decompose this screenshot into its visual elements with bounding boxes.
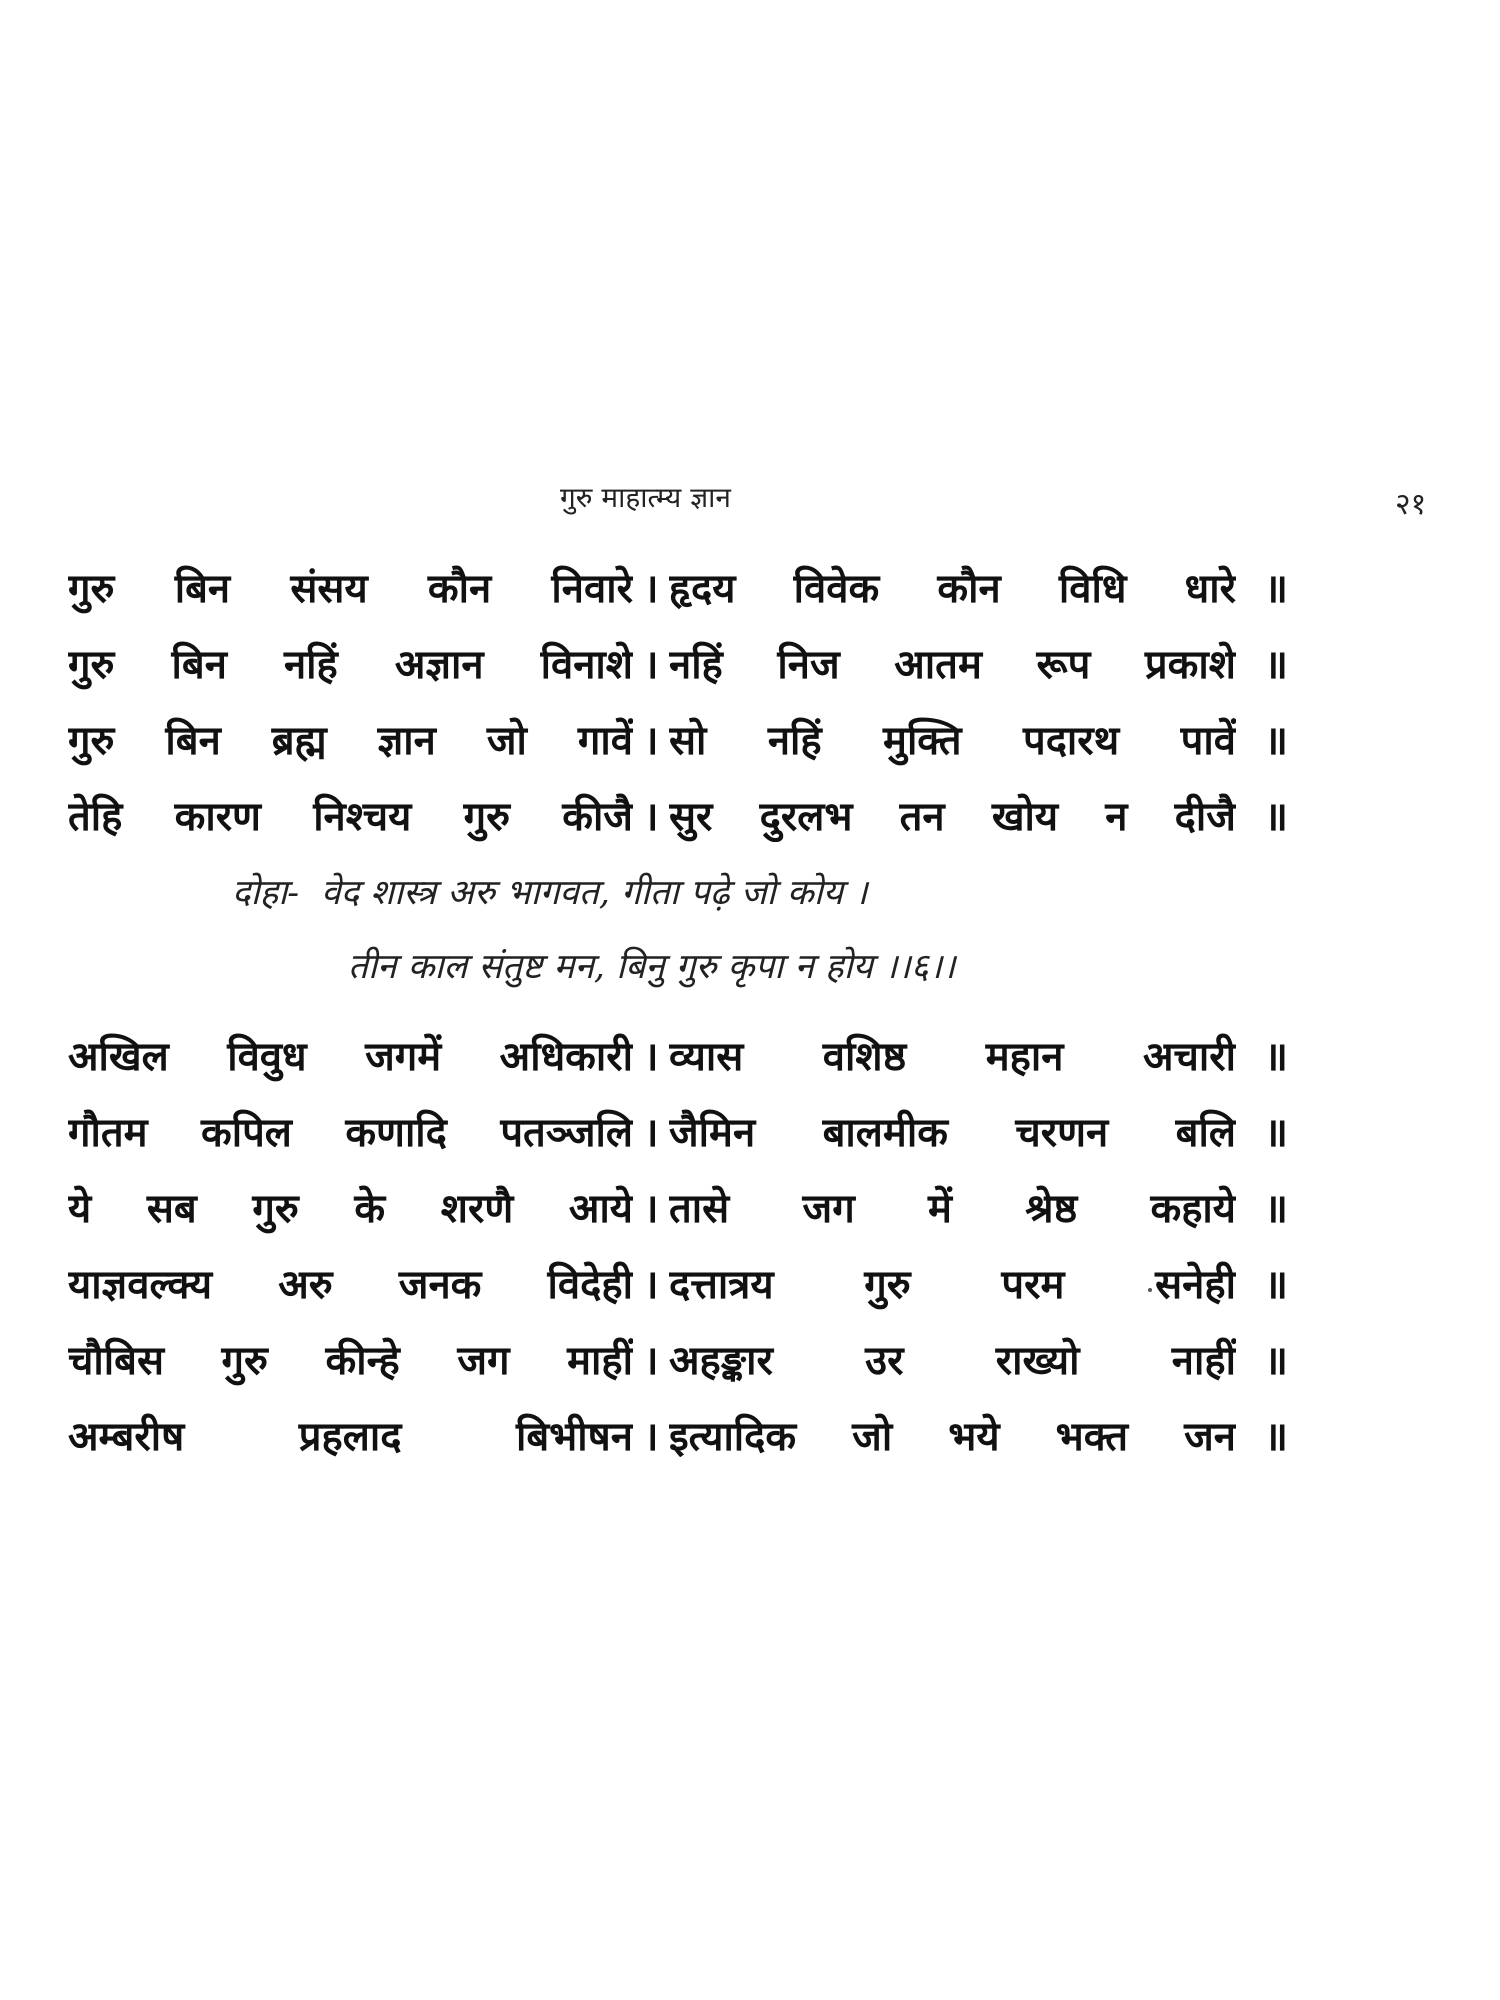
verse-first-half: [68, 1027, 633, 1082]
verse-line: [68, 1024, 1288, 1084]
word: जन: [1184, 1413, 1236, 1460]
word: निज: [777, 641, 840, 688]
verse-line: [68, 1328, 1288, 1388]
verse-line: [68, 1404, 1288, 1464]
word: ब्रह्म: [271, 717, 327, 764]
word: दत्तात्रय: [669, 1261, 774, 1308]
word: नहिं: [669, 641, 723, 688]
word: रूप: [1036, 641, 1091, 688]
word: नाहीं: [1171, 1337, 1236, 1384]
verse-first-half: [68, 1331, 633, 1386]
word: खोय: [991, 793, 1059, 840]
word: धारे: [1184, 565, 1236, 612]
word: परम: [1001, 1261, 1065, 1308]
word: श्रेष्ठ: [1025, 1185, 1078, 1232]
word: कीन्हे: [325, 1337, 400, 1384]
verse-line: [68, 1100, 1288, 1160]
word: कणादि: [345, 1109, 447, 1156]
word: गुरु: [221, 1337, 268, 1384]
danda-mark: ।: [643, 1413, 659, 1460]
word: चौबिस: [68, 1337, 164, 1384]
word: संसय: [290, 565, 368, 612]
word: कौन: [937, 565, 1001, 612]
running-head: गुरु माहात्म्य ज्ञान: [560, 481, 731, 514]
danda-mark: ।: [643, 1337, 659, 1384]
verse-second-half: [669, 1103, 1236, 1158]
word: सो: [669, 717, 707, 764]
danda-mark: ।: [643, 1033, 659, 1080]
word: शरणै: [440, 1185, 514, 1232]
verse-second-half: [669, 635, 1236, 690]
word: उर: [865, 1337, 904, 1384]
word: बलि: [1175, 1109, 1236, 1156]
word: जैमिन: [669, 1109, 756, 1156]
word: गावें: [577, 717, 633, 764]
verse-first-half: [68, 635, 633, 690]
word: गुरु: [463, 793, 511, 840]
doha-text-2: तीन काल संतुष्ट मन, बिनु गुरु कृपा न होय ।।६।।: [348, 947, 956, 987]
verse-first-half: [68, 1407, 633, 1462]
word: जनक: [398, 1261, 482, 1308]
verse-line: [68, 1176, 1288, 1236]
word: बालमीक: [822, 1109, 948, 1156]
danda-mark: ।: [643, 1261, 659, 1308]
danda-mark: ।: [643, 641, 659, 688]
word: पावें: [1180, 717, 1236, 764]
word: विवेक: [793, 565, 880, 612]
word: नहिं: [767, 717, 822, 764]
word: प्रहलाद: [298, 1413, 402, 1460]
word: विवुध: [227, 1033, 307, 1080]
word: अचारी: [1142, 1033, 1236, 1080]
word: गुरु: [68, 717, 115, 764]
word: जग: [457, 1337, 510, 1384]
word: पतञ्जलि: [500, 1109, 633, 1156]
verse-line: [68, 632, 1288, 692]
danda-mark: ।: [643, 1185, 659, 1232]
word: दुरलभ: [759, 793, 853, 840]
word: विनाशे: [540, 641, 633, 688]
word: गुरु: [252, 1185, 299, 1232]
verse-second-half: [669, 559, 1236, 614]
word: दीजै: [1174, 793, 1236, 840]
word: निश्चय: [313, 793, 412, 840]
double-danda-mark: ॥: [1264, 793, 1288, 840]
word: वशिष्ठ: [822, 1033, 907, 1080]
word: अधिकारी: [499, 1033, 633, 1080]
word: निवारे: [551, 565, 633, 612]
verse-second-half: [669, 1255, 1236, 1310]
word: सनेही: [1155, 1261, 1236, 1308]
word: मुक्ति: [883, 717, 962, 764]
word: पदारथ: [1022, 717, 1120, 764]
word: जो: [486, 717, 527, 764]
word: बिभीषन: [515, 1413, 633, 1460]
word: ज्ञान: [377, 717, 436, 764]
word: गुरु: [68, 641, 115, 688]
word: माहीं: [567, 1337, 633, 1384]
word: जो: [852, 1413, 893, 1460]
word: बिन: [165, 717, 221, 764]
verse-first-half: [68, 559, 633, 614]
page-number: २१: [1395, 487, 1427, 522]
word: गुरु: [864, 1261, 911, 1308]
danda-mark: ।: [643, 1109, 659, 1156]
double-danda-mark: ॥: [1264, 717, 1288, 764]
word: अज्ञान: [394, 641, 484, 688]
word: याज्ञवल्क्य: [68, 1261, 213, 1308]
double-danda-mark: ॥: [1264, 1261, 1288, 1308]
word: महान: [985, 1033, 1064, 1080]
word: कीजै: [562, 793, 633, 840]
doha-line-2: [348, 942, 955, 989]
word: कपिल: [201, 1109, 292, 1156]
double-danda-mark: ॥: [1264, 565, 1288, 612]
verse-second-half: [669, 1407, 1236, 1462]
word: तन: [899, 793, 945, 840]
word: सब: [146, 1185, 197, 1232]
word: तेहि: [68, 793, 123, 840]
verse-second-half: [669, 1179, 1236, 1234]
verse-line: [68, 1252, 1288, 1312]
word: व्यास: [669, 1033, 744, 1080]
word: अहङ्कार: [669, 1337, 773, 1384]
word: गौतम: [68, 1109, 148, 1156]
word: आये: [568, 1185, 633, 1232]
word: न: [1105, 793, 1128, 840]
verse-second-half: [669, 711, 1236, 766]
word: अखिल: [68, 1033, 169, 1080]
word: गुरु: [68, 565, 115, 612]
danda-mark: ।: [643, 717, 659, 764]
word: आतम: [894, 641, 982, 688]
word: के: [354, 1185, 386, 1232]
word: कहाये: [1150, 1185, 1236, 1232]
verse-first-half: [68, 711, 633, 766]
doha-line-1: [232, 868, 868, 915]
verse-line: [68, 556, 1288, 616]
verse-first-half: [68, 1255, 633, 1310]
word: अम्बरीष: [68, 1413, 185, 1460]
verse-second-half: [669, 1331, 1236, 1386]
word: बिन: [174, 565, 231, 612]
verse-first-half: [68, 1103, 633, 1158]
word: ये: [68, 1185, 92, 1232]
word: तासे: [669, 1185, 730, 1232]
double-danda-mark: ॥: [1264, 1109, 1288, 1156]
word: विधि: [1058, 565, 1127, 612]
double-danda-mark: ॥: [1264, 1185, 1288, 1232]
doha-label: दोहा-: [232, 873, 300, 913]
danda-mark: ।: [643, 793, 659, 840]
verse-first-half: [68, 787, 633, 842]
word: जगमें: [365, 1033, 442, 1080]
word: बिन: [171, 641, 227, 688]
word: कौन: [427, 565, 492, 612]
word: इत्यादिक: [669, 1413, 797, 1460]
word: प्रकाशे: [1144, 641, 1236, 688]
word: जग: [802, 1185, 855, 1232]
word: नहिं: [283, 641, 338, 688]
double-danda-mark: ॥: [1264, 641, 1288, 688]
verse-second-half: [669, 1027, 1236, 1082]
word: राख्यो: [995, 1337, 1080, 1384]
word: भक्त: [1055, 1413, 1129, 1460]
word: हृदय: [669, 565, 736, 612]
word: विदेही: [547, 1261, 633, 1308]
double-danda-mark: ॥: [1264, 1337, 1288, 1384]
word: सुर: [669, 793, 713, 840]
double-danda-mark: ॥: [1264, 1413, 1288, 1460]
danda-mark: ।: [643, 565, 659, 612]
stray-ink-dot: [1148, 1288, 1152, 1292]
word: में: [928, 1185, 952, 1232]
verse-second-half: [669, 787, 1236, 842]
double-danda-mark: ॥: [1264, 1033, 1288, 1080]
word: भये: [948, 1413, 1000, 1460]
verse-line: [68, 784, 1288, 844]
verse-first-half: [68, 1179, 633, 1234]
doha-text-1: वेद शास्त्र अरु भागवत, गीता पढ़े जो कोय ।: [321, 873, 868, 913]
verse-line: [68, 708, 1288, 768]
word: अरु: [278, 1261, 333, 1308]
word: कारण: [174, 793, 261, 840]
word: चरणन: [1015, 1109, 1109, 1156]
